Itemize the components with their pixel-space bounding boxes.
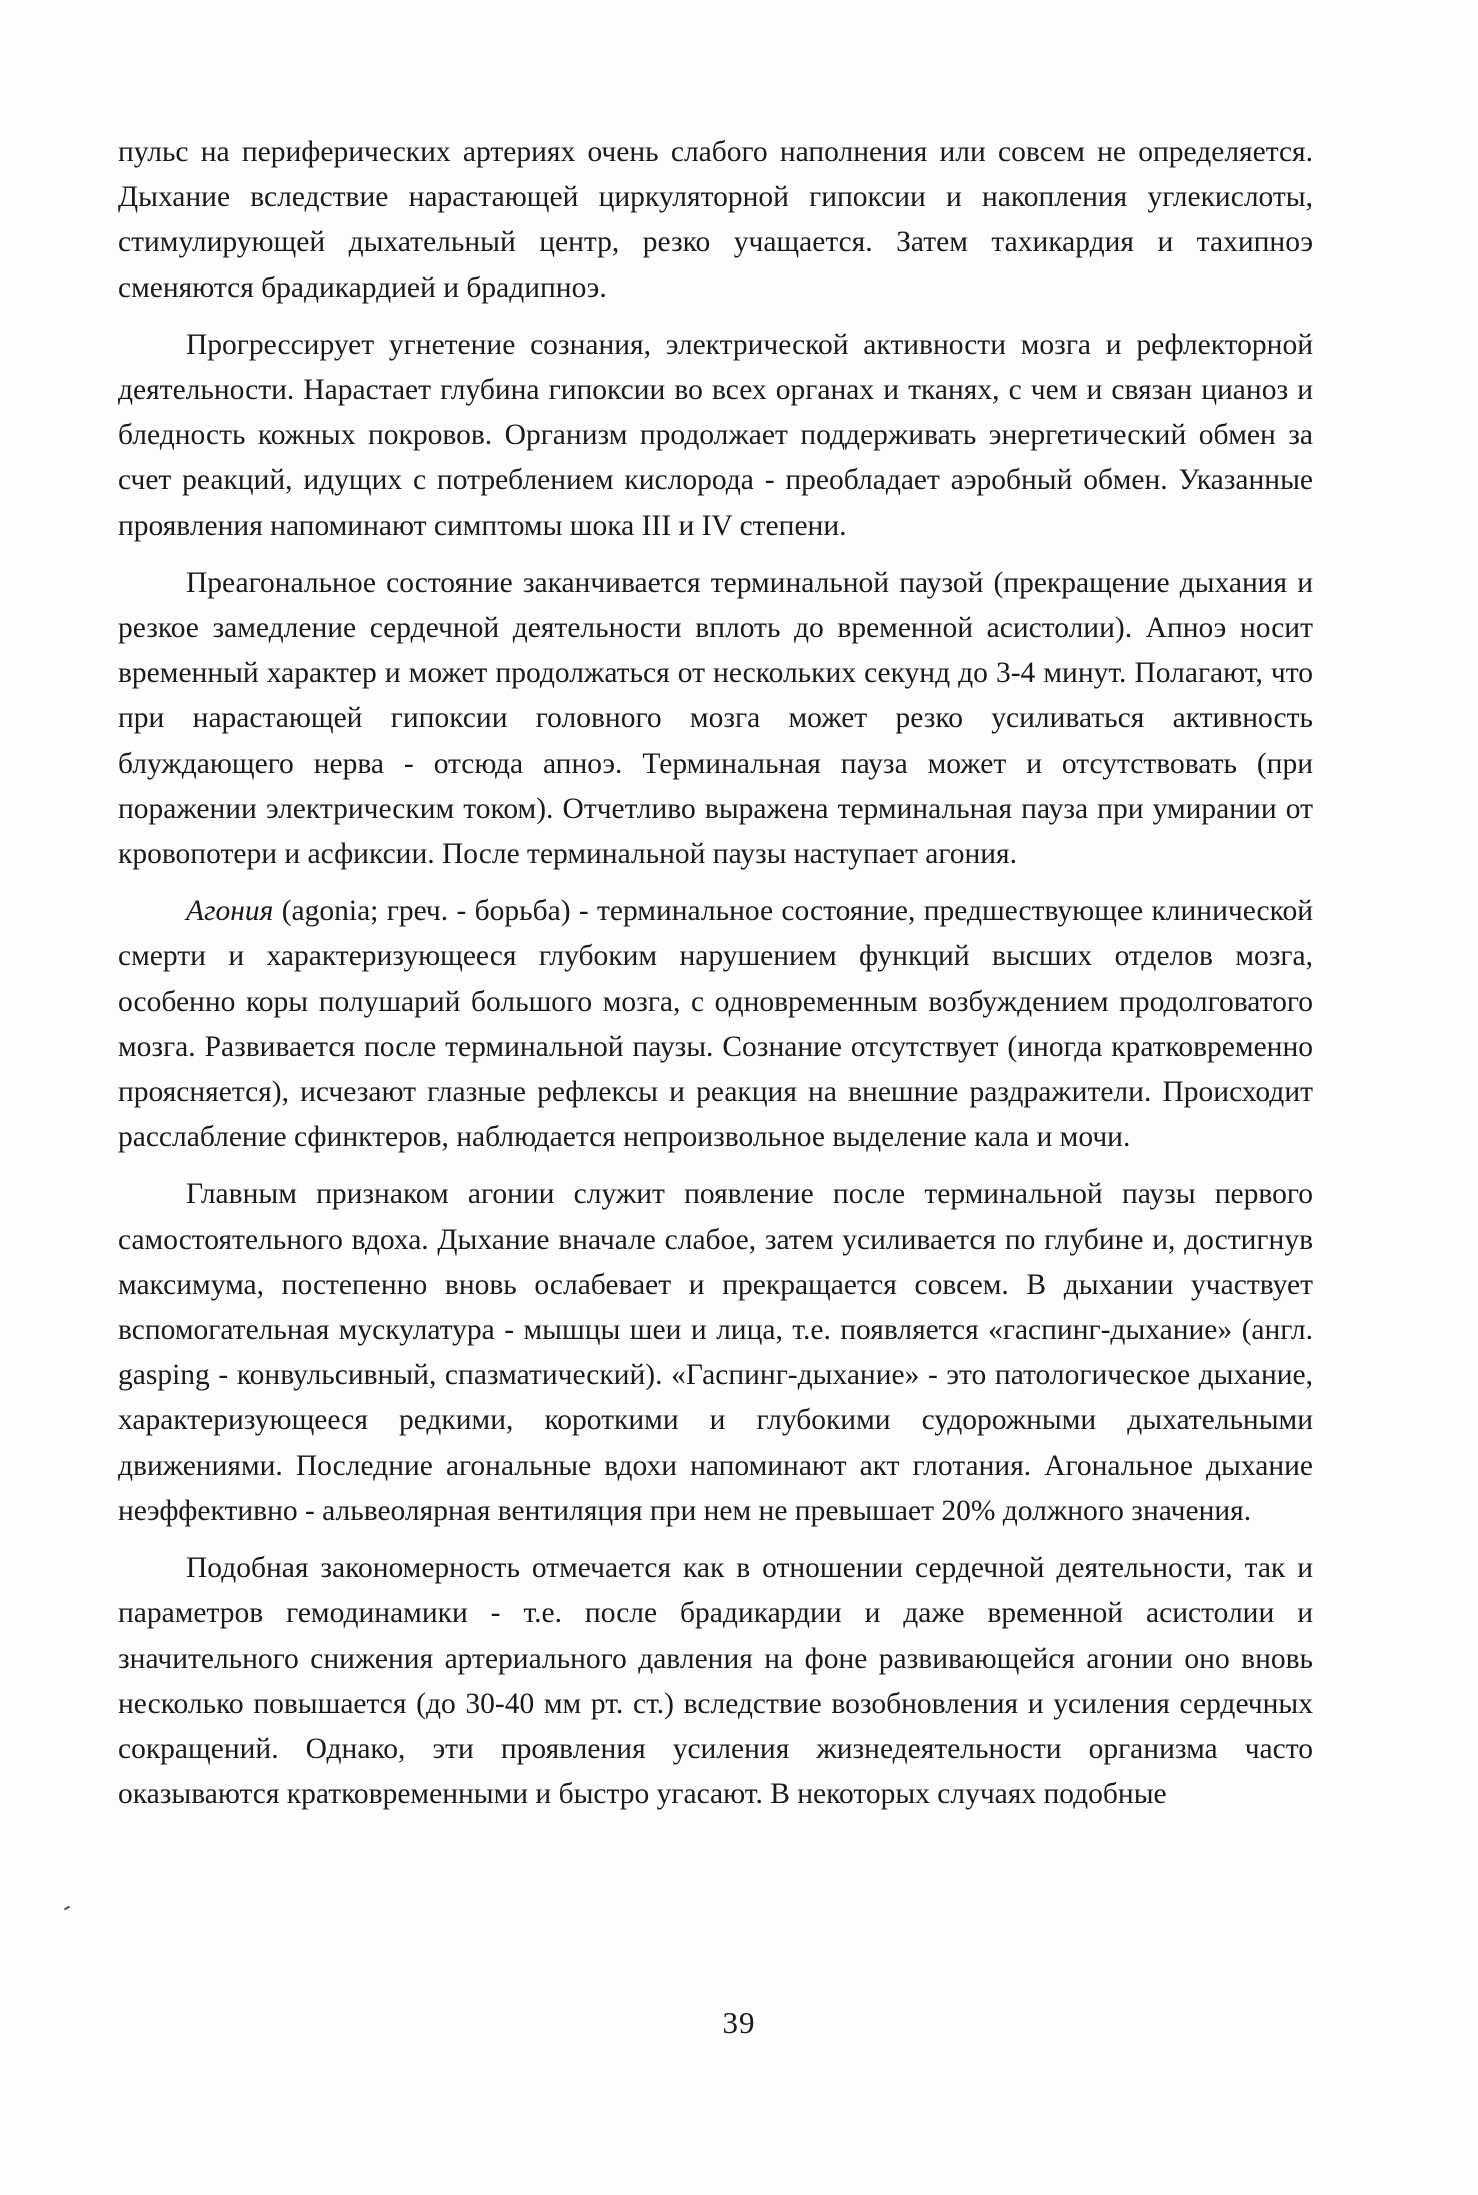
paragraph-2-text: Прогрессирует угнетение сознания, электрической активности мозга и рефлекторной деятельности. Нарастает глубина гипоксии во всех органах и тканях, с чем и связан цианоз и бледность кожных покровов. Организм продолжает поддерживать энергетический обмен за счет реакций, идущих с потреблением кислорода - преобладает аэробный обмен. Указанные проявления напоминают симптомы шока III и IV степени.: [118, 328, 1313, 542]
paragraph-4-text: (agonia; греч. - борьба) - терминальное состояние, предшествующее клинической смерти и характеризующееся глубоким нарушением функций высших отделов мозга, особенно коры полушарий большого мозга, с одновременным возбуждением продолговатого мозга. Развивается после терминальной паузы. Сознание отсутствует (иногда кратковременно проясняется), исчезают глазные рефлексы и реакция на внешние раздражители. Происходит расслабление сфинктеров, наблюдается непроизвольное выделение кала и мочи.: [118, 895, 1313, 1154]
body-text: [118, 130, 1313, 1829]
paragraph-6-text: Подобная закономерность отмечается как в отношении сердечной деятельности, так и параметров гемодинамики - т.е. после брадикардии и даже временной асистолии и значительного снижения артериального давления на фоне развивающейся агонии оно вновь несколько повышается (до 30-40 мм рт. ст.) вследствие возобновления и усиления сердечных сокращений. Однако, эти проявления усиления жизнедеятельности организма часто оказываются кратковременными и быстро угасают. В некоторых случаях подобные: [118, 1552, 1313, 1811]
paragraph-3-text: Преагональное состояние заканчивается терминальной паузой (прекращение дыхания и резкое замедление сердечной деятельности вплоть до временной асистолии). Апноэ носит временный характер и может продолжаться от нескольких секунд до 3-4 минут. Полагают, что при нарастающей гипоксии головного мозга может резко усиливаться активность блуждающего нерва - отсюда апноэ. Терминальная пауза может и отсутствовать (при поражении электрическим током). Отчетливо выражена терминальная пауза при умирании от кровопотери и асфиксии. После терминальной паузы наступает агония.: [118, 566, 1313, 871]
paragraph-2: [118, 323, 1313, 549]
paragraph-5-text: Главным признаком агонии служит появление после терминальной паузы первого самостоятельного вдоха. Дыхание вначале слабое, затем усиливается по глубине и, достигнув максимума, постепенно вновь ослабевает и прекращается совсем. В дыхании участвует вспомогательная мускулатура - мышцы шеи и лица, т.е. появляется «гаспинг-дыхание» (англ. gasping - конвульсивный, спазматический). «Гаспинг-дыхание» - это патологическое дыхание, характеризующееся редкими, короткими и глубокими судорожными дыхательными движениями. Последние агональные вдохи напоминают акт глотания. Агональное дыхание неэффективно - альвеолярная вентиляция при нем не превышает 20% должного значения.: [118, 1178, 1313, 1527]
paragraph-5: [118, 1172, 1313, 1534]
term-agonia: Агония: [186, 895, 274, 928]
paragraph-6: [118, 1546, 1313, 1817]
paragraph-4: [118, 889, 1313, 1160]
page-number: 39: [722, 2005, 756, 2040]
paragraph-1: [118, 130, 1313, 311]
paragraph-1-text: пульс на периферических артериях очень слабого наполнения или совсем не определяется. Дыхание вследствие нарастающей циркуляторной гипоксии и накопления углекислоты, стимулирующей дыхательный центр, резко учащается. Затем тахикардия и тахипноэ сменяются брадикардией и брадипноэ.: [118, 136, 1313, 304]
scan-speck: [64, 1906, 70, 1911]
paragraph-3: [118, 561, 1313, 877]
